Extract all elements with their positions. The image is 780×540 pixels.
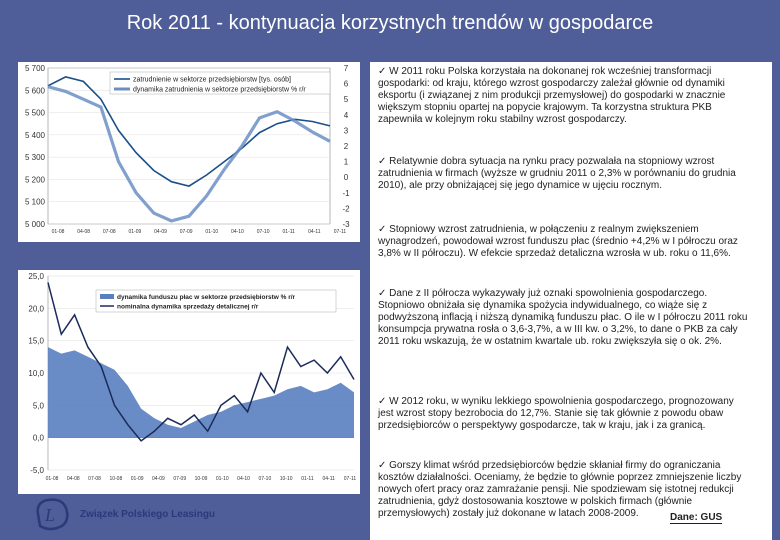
- y-tick-label: 10,0: [28, 369, 44, 378]
- x-tick-label: 01-11: [301, 476, 314, 482]
- employment-chart-svg: [18, 62, 360, 242]
- y-left-tick-label: 5 100: [24, 197, 45, 207]
- legend-label: nominalna dynamika sprzedaży detalicznej r/r: [117, 303, 259, 311]
- bullet-item: ✓ Dane z II półrocza wykazywały już oznaki spowolnienia gospodarczego. Stopniowo obniżała się dynamika spożycia indywidualnego, co wiąże się z podwyższoną inflacją i niższą dynamiką funduszu płac. O ile w I półroczu 2011 roku konsumpcja prywatna rosła o 3,6-3,7%, a w III kw. o 3,2%, to dane o PKB za cały 2011 roku wskazują, że w ostatnim kwartale ub. roku zwiększyła się o ok. 2%.: [378, 288, 748, 347]
- y-tick-label: 15,0: [28, 336, 44, 346]
- bullet-item: ✓ W 2011 roku Polska korzystała na dokonanej rok wcześniej transformacji gospodarki: od kraju, którego wzrost gospodarczy zależał głównie od dynamiki eksportu (i związanej z nim produkcji przemysłowej) do gospodarki w znacznie większym stopniu opartej na popycie krajowym. Ta korzystna struktura PKB zapewniła w kolejnym roku stabilny wzrost gospodarczy.: [378, 66, 726, 125]
- y-left-tick-label: 5 000: [24, 220, 45, 229]
- x-tick-label: 04-11: [308, 229, 321, 235]
- y-right-tick-label: 6: [343, 79, 349, 89]
- x-tick-label: 10-10: [279, 476, 293, 482]
- payroll-retail-chart-svg: [18, 270, 360, 494]
- zpl-logo: [32, 494, 362, 534]
- y-left-tick-label: 5 600: [24, 86, 45, 96]
- x-tick-label: 04-09: [152, 476, 165, 482]
- x-tick-label: 04-08: [66, 476, 80, 482]
- payroll-retail-chart: [18, 270, 360, 494]
- x-tick-label: 07-10: [258, 476, 272, 482]
- y-right-tick-label: 0: [343, 173, 349, 183]
- x-tick-label: 04-09: [154, 229, 167, 235]
- x-tick-label: 10-08: [109, 476, 123, 482]
- y-left-tick-label: 5 300: [24, 153, 45, 163]
- x-tick-label: 01-10: [215, 476, 229, 482]
- logo-name: Związek Polskiego Leasingu: [80, 508, 216, 520]
- y-tick-label: -5,0: [30, 466, 44, 475]
- x-tick-label: 01-10: [205, 229, 219, 235]
- x-tick-label: 01-09: [128, 229, 142, 235]
- y-right-tick-label: 5: [343, 95, 349, 105]
- x-tick-label: 01-08: [51, 229, 65, 235]
- x-tick-label: 04-11: [322, 476, 335, 482]
- x-tick-label: 04-10: [231, 229, 244, 235]
- y-right-tick-label: 1: [343, 157, 349, 167]
- y-right-tick-label: 3: [343, 126, 349, 136]
- x-tick-label: 07-08: [102, 229, 116, 235]
- y-right-tick-label: -3: [342, 220, 350, 229]
- y-tick-label: 20,0: [28, 304, 44, 314]
- x-tick-label: 01-09: [130, 476, 144, 482]
- legend-label: zatrudnienie w sektorze przedsiębiorstw [tys. osób]: [133, 76, 291, 84]
- x-tick-label: 04-10: [237, 476, 250, 482]
- y-right-tick-label: 2: [343, 142, 349, 151]
- y-tick-label: 5,0: [32, 401, 44, 411]
- x-tick-label: 07-11: [333, 229, 347, 235]
- x-tick-label: 07-08: [88, 476, 101, 482]
- y-left-tick-label: 5 700: [24, 64, 45, 73]
- x-tick-label: 07-09: [173, 476, 187, 482]
- x-tick-label: 07-09: [179, 229, 193, 235]
- bullet-item: ✓ Gorszy klimat wśród przedsiębiorców będzie skłaniał firmy do ograniczania kosztów działalności. Oceniamy, że będzie to głównie poprzez zmniejszenie liczby nowych ofert pracy oraz zamrażanie pensji. Nie spodziewam się istotnej redukcji zatrudnienia, gdyż dostosowania kosztowe w polskich firmach (głównie przemysłowych) zostały już dokonane w latach 2008-2009.: [378, 460, 742, 519]
- bullet-item: ✓ Relatywnie dobra sytuacja na rynku pracy pozwalała na stopniowy wzrost zatrudnienia w firmach (wyższe w grudniu 2011 o 2,3% w porównaniu do grudnia 2010), ale przy obniżającej się jego dynamice w ujęciu rocznym.: [378, 156, 736, 191]
- y-tick-label: 0,0: [32, 433, 44, 443]
- zpl-logo-mark-icon: [32, 496, 72, 532]
- y-left-tick-label: 5 200: [24, 175, 45, 185]
- x-tick-label: 01-11: [282, 229, 295, 235]
- employment-chart: [18, 62, 360, 242]
- x-tick-label: 10-09: [194, 476, 208, 482]
- bullet-item: ✓ Stopniowy wzrost zatrudnienia, w połączeniu z realnym zwiększeniem wynagrodzeń, powodował wzrost funduszu płac (średnio +4,2% w I półroczu oraz 3,8% w II półroczu). W efekcie sprzedaż detaliczna wzrosła w ub. roku o 11,6%.: [378, 224, 738, 259]
- x-tick-label: 04-08: [77, 229, 91, 235]
- slide-title: Rok 2011 - kontynuacja korzystnych trendów w gospodarce: [126, 12, 654, 34]
- commentary-panel: [370, 62, 780, 540]
- x-tick-label: 07-11: [343, 476, 357, 482]
- logo-mark-letter: L: [45, 505, 56, 525]
- legend-swatch: [100, 294, 114, 299]
- y-left-tick-label: 5 500: [24, 108, 45, 118]
- legend-label: dynamika funduszu płac w sektorze przedsiębiorstw % r/r: [117, 294, 296, 301]
- y-right-tick-label: -1: [342, 188, 350, 198]
- y-tick-label: 25,0: [28, 272, 44, 281]
- bullet-item: ✓ W 2012 roku, w wyniku lekkiego spowolnienia gospodarczego, prognozowany jest wzrost stopy bezrobocia do 12,7%. Stanie się tak głównie z powodu obaw przedsiębiorców o perspektywy gospodarcze, tak w kraju, jak i za granicą.: [378, 396, 734, 431]
- y-right-tick-label: -2: [342, 204, 350, 214]
- x-tick-label: 01-08: [45, 476, 59, 482]
- y-left-tick-label: 5 400: [24, 130, 45, 140]
- right-accent-bar: [772, 62, 780, 540]
- y-right-tick-label: 7: [343, 64, 349, 73]
- y-right-tick-label: 4: [343, 110, 349, 120]
- legend-label: dynamika zatrudnienia w sektorze przedsiębiorstw % r/r: [133, 86, 306, 94]
- source-label: Dane: GUS: [670, 512, 723, 523]
- x-tick-label: 07-10: [256, 229, 270, 235]
